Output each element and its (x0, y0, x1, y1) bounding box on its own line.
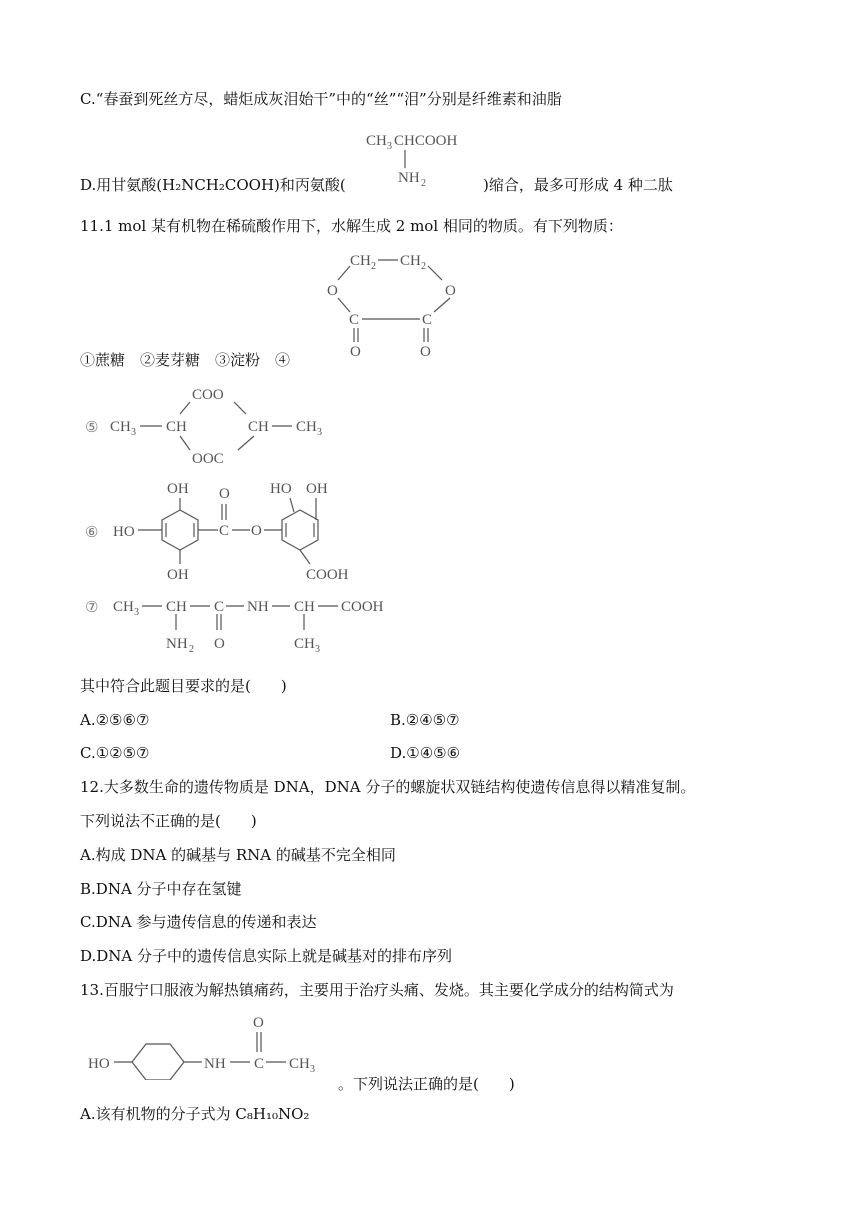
svg-text:CH: CH (294, 599, 315, 615)
svg-text:CHCOOH: CHCOOH (394, 133, 458, 149)
svg-text:COOH: COOH (341, 599, 384, 615)
svg-text:O: O (445, 283, 456, 299)
alanine-structure (362, 128, 492, 188)
svg-text:CH: CH (366, 133, 387, 149)
question-13-suffix: 。下列说法正确的是( ) (338, 1075, 515, 1093)
label-7: ⑦ (85, 598, 99, 616)
svg-text:C: C (219, 523, 230, 539)
option-d-suffix: )缩合，最多可形成 4 种二肽 (483, 176, 673, 194)
svg-text:C: C (214, 599, 225, 615)
svg-text:C: C (254, 1056, 265, 1072)
svg-text:C: C (422, 312, 433, 328)
svg-text:CH: CH (166, 599, 187, 615)
svg-text:CH: CH (166, 419, 187, 435)
svg-text:NH: NH (247, 599, 269, 615)
svg-text:HO: HO (270, 481, 292, 497)
svg-text:3: 3 (387, 141, 392, 152)
svg-text:HO: HO (113, 524, 135, 540)
svg-text:COOH: COOH (306, 567, 349, 583)
svg-text:CH: CH (110, 419, 131, 435)
svg-text:3: 3 (310, 1064, 315, 1075)
structure-paracetamol (84, 1010, 340, 1080)
q11-option-d: D.①④⑤⑥ (390, 744, 461, 762)
svg-text:CH: CH (248, 419, 269, 435)
question-13-line1: 13.百服宁口服液为解热镇痛药，主要用于治疗头痛、发烧。其主要化学成分的结构简式为 (80, 981, 674, 999)
svg-text:2: 2 (421, 261, 426, 272)
structure-4-ethylene-oxalate (320, 244, 470, 364)
q12-option-d: D.DNA 分子中的遗传信息实际上就是碱基对的排布序列 (80, 947, 453, 965)
question-12-line2: 下列说法不正确的是( ) (80, 812, 257, 830)
question-11-items: ①蔗糖 ②麦芽糖 ③淀粉 ④ (80, 351, 291, 369)
svg-text:2: 2 (189, 644, 194, 655)
svg-text:O: O (420, 344, 431, 360)
svg-text:HO: HO (88, 1056, 110, 1072)
svg-text:NH: NH (204, 1056, 226, 1072)
svg-text:NH: NH (398, 170, 420, 186)
svg-text:CH: CH (350, 253, 371, 269)
svg-text:O: O (253, 1015, 264, 1031)
svg-text:CH: CH (113, 599, 134, 615)
svg-text:2: 2 (371, 261, 376, 272)
svg-text:O: O (350, 344, 361, 360)
q11-option-c: C.①②⑤⑦ (80, 744, 150, 762)
svg-text:O: O (214, 636, 225, 652)
svg-text:CH: CH (289, 1056, 310, 1072)
q13-option-a: A.该有机物的分子式为 C₈H₁₀NO₂ (80, 1105, 310, 1123)
q11-option-a: A.②⑤⑥⑦ (80, 711, 150, 729)
svg-text:NH: NH (166, 636, 188, 652)
question-11-ask: 其中符合此题目要求的是( ) (80, 677, 287, 695)
q11-option-b: B.②④⑤⑦ (390, 711, 460, 729)
option-d-prefix: D.用甘氨酸(H₂NCH₂COOH)和丙氨酸( (80, 176, 346, 194)
structure-7-dipeptide (110, 590, 420, 660)
q12-option-c: C.DNA 参与遗传信息的传递和表达 (80, 913, 317, 931)
option-c: C.“春蚕到死丝方尽，蜡炬成灰泪始干”中的“丝”“泪”分别是纤维素和油脂 (80, 90, 562, 108)
question-11: 11.1 mol 某有机物在稀硫酸作用下，水解生成 2 mol 相同的物质。有下列物质： (80, 217, 623, 235)
label-6: ⑥ (85, 523, 99, 541)
svg-text:3: 3 (315, 644, 320, 655)
svg-text:CH: CH (296, 419, 317, 435)
structure-5-lactide (110, 384, 350, 468)
svg-text:CH: CH (294, 636, 315, 652)
svg-text:CH: CH (400, 253, 421, 269)
svg-text:OOC: OOC (192, 451, 224, 467)
svg-text:3: 3 (317, 427, 322, 438)
svg-text:3: 3 (134, 607, 139, 618)
svg-text:OH: OH (167, 567, 189, 583)
svg-text:O: O (327, 283, 338, 299)
svg-text:O: O (251, 523, 262, 539)
label-5: ⑤ (85, 418, 99, 436)
question-12-line1: 12.大多数生命的遗传物质是 DNA，DNA 分子的螺旋状双链结构使遗传信息得以精准复制。 (80, 778, 696, 796)
svg-text:C: C (349, 312, 360, 328)
q12-option-b: B.DNA 分子中存在氢键 (80, 880, 242, 898)
svg-text:COO: COO (192, 387, 224, 403)
svg-text:2: 2 (421, 178, 426, 188)
svg-text:OH: OH (167, 481, 189, 497)
svg-text:O: O (219, 486, 230, 502)
svg-text:3: 3 (131, 427, 136, 438)
structure-6-gallate-ester (110, 476, 380, 588)
q12-option-a: A.构成 DNA 的碱基与 RNA 的碱基不完全相同 (80, 846, 396, 864)
svg-text:OH: OH (306, 481, 328, 497)
